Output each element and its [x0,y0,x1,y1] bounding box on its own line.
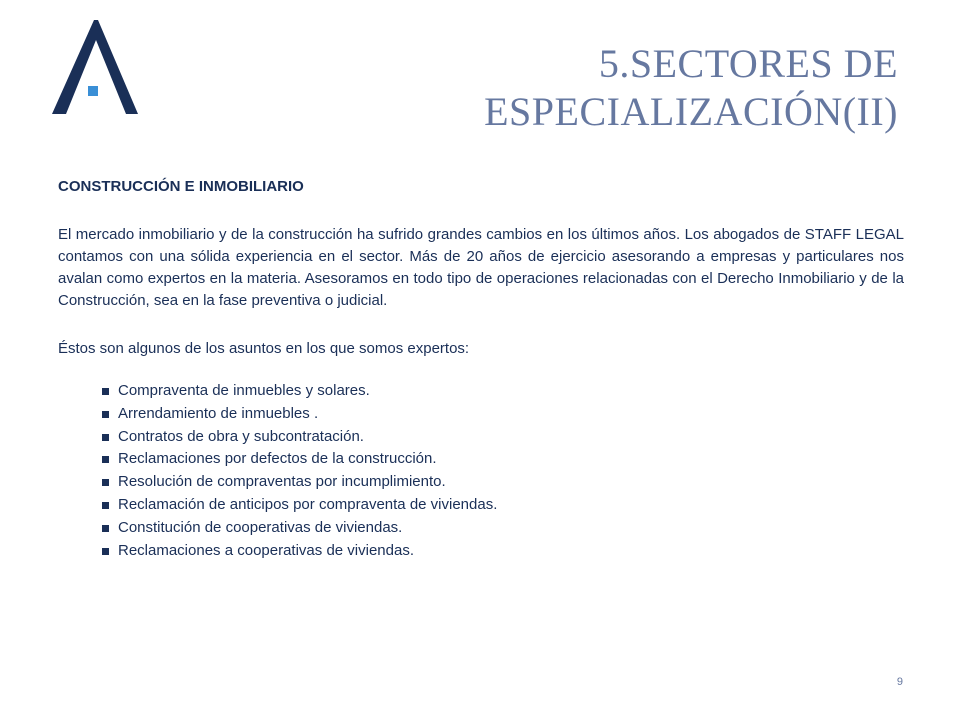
bullet-item [102,448,904,471]
title-line-1: 5.SECTORES DE [598,41,898,86]
bullet-item [102,517,904,540]
slide-title [378,40,898,136]
company-logo [50,18,142,118]
bullet-text: Compraventa de inmuebles y solares. [118,382,370,399]
title-line-2: ESPECIALIZACIÓN(II) [484,89,898,134]
bullet-text: Arrendamiento de inmuebles . [118,404,319,422]
bullet-item [102,471,904,494]
slide-content [58,176,904,562]
square-bullet-icon [102,388,109,395]
bullet-item [102,540,904,563]
bullet-text: Reclamaciones a cooperativas de viviendas. [118,541,414,559]
square-bullet-icon [102,479,109,486]
square-bullet-icon [102,456,109,463]
page-number: 9 [896,676,903,688]
bullet-item [102,494,904,517]
bullet-item [102,403,904,426]
square-bullet-icon [102,525,109,532]
lead-sentence: Éstos son algunos de los asuntos en los que somos expertos: [58,340,470,357]
square-bullet-icon [102,502,109,509]
bullet-text: Reclamaciones por defectos de la construcción. [118,450,437,468]
bullet-text: Reclamación de anticipos por compraventa de viviendas. [118,495,498,513]
bullet-item [102,380,904,403]
bullet-list [58,380,904,562]
bullet-item [102,426,904,449]
bullet-text: Constitución de cooperativas de viviendas. [118,518,403,536]
square-bullet-icon [102,548,109,555]
section-heading: CONSTRUCCIÓN E INMOBILIARIO [58,178,304,195]
bullet-text: Contratos de obra y subcontratación. [118,427,364,445]
square-bullet-icon [102,411,109,418]
bullet-text: Resolución de compraventas por incumplimiento. [118,473,446,491]
intro-paragraph: El mercado inmobiliario y de la construcción ha sufrido grandes cambios en los últimos años. Los abogados de STAFF LEGAL contamos con una sólida experiencia en el sector. Más de 20 años de ejercicio asesorando a empresas y particulares nos avalan como expertos en la materia. Asesoramos en todo tipo de operaciones relacionadas con el Derecho Inmobiliario y de la Construcción, sea en la fase preventiva o judicial. [58,226,904,309]
square-bullet-icon [102,434,109,441]
